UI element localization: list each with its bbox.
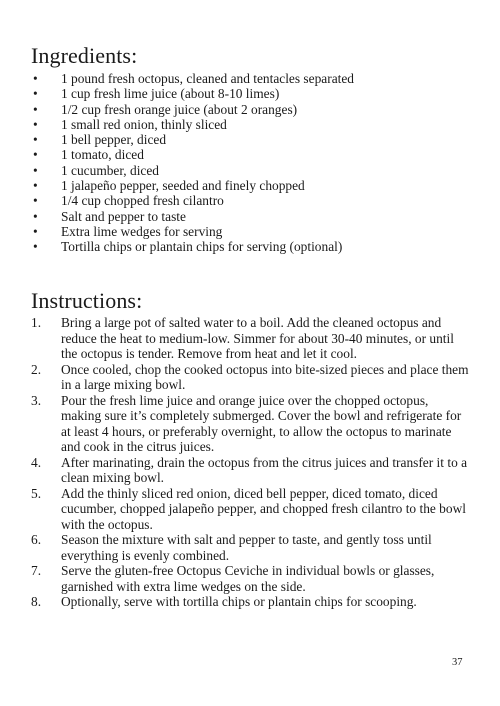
ingredient-item bbox=[31, 178, 471, 193]
step-text: Once cooled, chop the cooked octopus into bite-sized pieces and place them in a large mixing bowl. bbox=[61, 361, 469, 392]
ingredient-text: 1 pound fresh octopus, cleaned and tentacles separated bbox=[61, 71, 354, 86]
ingredient-item bbox=[31, 239, 471, 254]
ingredient-text: 1 cucumber, diced bbox=[61, 162, 159, 178]
bullet-icon: • bbox=[33, 86, 38, 102]
bullet-icon: • bbox=[33, 162, 38, 178]
step-number: 3. bbox=[31, 392, 42, 408]
bullet-icon: • bbox=[33, 193, 38, 209]
ingredient-text: 1 jalapeño pepper, seeded and finely chopped bbox=[61, 178, 305, 194]
instruction-step bbox=[31, 486, 471, 533]
instruction-step bbox=[31, 362, 471, 393]
ingredients-heading: Ingredients: bbox=[31, 43, 138, 68]
instruction-step bbox=[31, 455, 471, 486]
ingredient-item bbox=[31, 224, 471, 239]
ingredient-item bbox=[31, 147, 471, 162]
ingredient-item bbox=[31, 71, 471, 86]
ingredient-item bbox=[31, 209, 471, 224]
step-text: Optionally, serve with tortilla chips or plantain chips for scooping. bbox=[61, 594, 417, 609]
ingredient-item bbox=[31, 132, 471, 147]
page-number: 37 bbox=[452, 657, 463, 668]
step-text: Add the thinly sliced red onion, diced bell pepper, diced tomato, diced cucumber, chopped jalapeño pepper, and chopped fresh cilantro to the bowl with the octopus. bbox=[61, 485, 466, 532]
instructions-heading: Instructions: bbox=[31, 288, 143, 313]
bullet-icon: • bbox=[33, 178, 38, 194]
bullet-icon: • bbox=[33, 208, 38, 224]
step-text: Pour the fresh lime juice and orange juice over the chopped octopus, making sure it’s completely submerged. Cover the bowl and refrigerate for at least 4 hours, or preferably overnight, to allow the octopus to marinate and cook in the citrus juices. bbox=[61, 392, 462, 454]
step-number: 5. bbox=[31, 485, 42, 501]
instruction-step bbox=[31, 315, 471, 362]
ingredient-text: Salt and pepper to taste bbox=[61, 208, 186, 224]
bullet-icon: • bbox=[33, 101, 38, 117]
ingredients-list bbox=[31, 71, 471, 255]
ingredient-text: 1/4 cup chopped fresh cilantro bbox=[61, 193, 224, 209]
ingredient-item bbox=[31, 163, 471, 178]
bullet-icon: • bbox=[33, 116, 38, 132]
instructions-list bbox=[31, 315, 471, 610]
step-text: After marinating, drain the octopus from the citrus juices and transfer it to a clean mixing bowl. bbox=[61, 454, 468, 485]
ingredient-item bbox=[31, 102, 471, 117]
instruction-step bbox=[31, 594, 471, 610]
ingredient-item bbox=[31, 193, 471, 208]
bullet-icon: • bbox=[33, 132, 38, 148]
step-number: 2. bbox=[31, 361, 42, 377]
step-number: 7. bbox=[31, 563, 42, 578]
instruction-step bbox=[31, 393, 471, 455]
ingredient-item bbox=[31, 117, 471, 132]
step-number: 6. bbox=[31, 532, 42, 547]
ingredient-text: 1 small red onion, thinly sliced bbox=[61, 116, 227, 132]
instruction-step bbox=[31, 563, 471, 594]
step-number: 8. bbox=[31, 594, 42, 609]
ingredient-text: 1 tomato, diced bbox=[61, 147, 144, 163]
bullet-icon: • bbox=[33, 71, 38, 86]
bullet-icon: • bbox=[33, 147, 38, 163]
bullet-icon: • bbox=[33, 223, 38, 239]
ingredient-text: 1/2 cup fresh orange juice (about 2 oranges) bbox=[61, 101, 298, 117]
ingredient-item bbox=[31, 86, 471, 101]
ingredient-text: 1 cup fresh lime juice (about 8-10 limes) bbox=[61, 86, 280, 102]
step-text: Season the mixture with salt and pepper to taste, and gently toss until everything is evenly combined. bbox=[61, 532, 432, 563]
bullet-icon: • bbox=[33, 239, 38, 255]
ingredient-text: Extra lime wedges for serving bbox=[61, 223, 223, 239]
step-text: Serve the gluten-free Octopus Ceviche in individual bowls or glasses, garnished with extra lime wedges on the side. bbox=[61, 563, 435, 594]
instruction-step bbox=[31, 532, 471, 563]
step-text: Bring a large pot of salted water to a boil. Add the cleaned octopus and reduce the heat to medium-low. Simmer for about 30-40 minutes, or until the octopus is tender. Remove from heat and let it cool. bbox=[61, 315, 454, 361]
step-number: 1. bbox=[31, 315, 42, 330]
step-number: 4. bbox=[31, 454, 42, 470]
ingredient-text: Tortilla chips or plantain chips for serving (optional) bbox=[61, 239, 343, 255]
ingredient-text: 1 bell pepper, diced bbox=[61, 132, 167, 148]
